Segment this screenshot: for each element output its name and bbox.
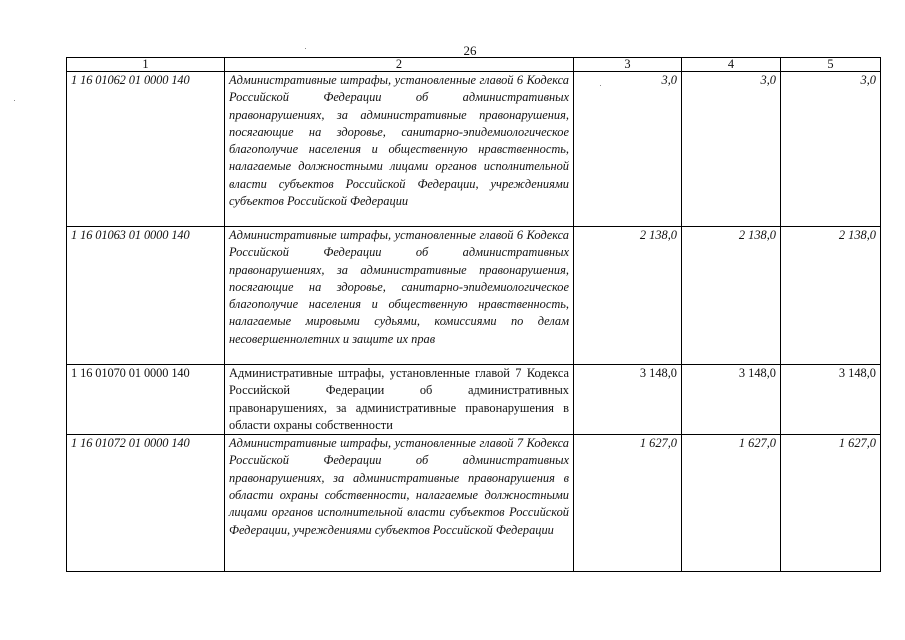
amount-col5-cell: 1 627,0 — [781, 435, 881, 572]
table-header — [67, 58, 881, 72]
amount-col4-cell: 3,0 — [682, 72, 781, 227]
column-header-3: 3 — [574, 58, 682, 72]
amount-col5-cell: 3,0 — [781, 72, 881, 227]
page-number: 26 — [463, 43, 477, 58]
description-cell: Административные штрафы, установленные главой 7 Кодекса Российской Федерации об административных правонарушениях, за административные правонарушения в области охраны собственности, налагаемые должностными лицами органов исполнительной власти субъектов Российской Федерации, учреждениями субъектов Российской Федерации — [225, 435, 574, 572]
amount-col4-cell: 1 627,0 — [682, 435, 781, 572]
description-cell: Административные штрафы, установленные главой 7 Кодекса Российской Федерации об административных правонарушениях, за административные правонарушения в области охраны собственности — [225, 365, 574, 435]
amount-col4-cell: 3 148,0 — [682, 365, 781, 435]
scan-speck — [305, 48, 306, 49]
table-row — [67, 72, 881, 227]
scan-speck — [600, 85, 601, 86]
column-header-4: 4 — [682, 58, 781, 72]
description-cell: Административные штрафы, установленные главой 6 Кодекса Российской Федерации об административных правонарушениях, за административные правонарушения, посягающие на здоровье, санитарно-эпидемиологическое благополучие населения и общественную нравственность, налагаемые мировыми судьями, комиссиями по делам несовершеннолетних и защите их прав — [225, 227, 574, 365]
amount-col3-cell: 1 627,0 — [574, 435, 682, 572]
amount-col4-cell: 2 138,0 — [682, 227, 781, 365]
budget-code-cell: 1 16 01062 01 0000 140 — [67, 72, 225, 227]
budget-code-cell: 1 16 01070 01 0000 140 — [67, 365, 225, 435]
amount-col3-cell: 2 138,0 — [574, 227, 682, 365]
amount-col3-cell: 3,0 — [574, 72, 682, 227]
table-row — [67, 435, 881, 572]
table-row — [67, 227, 881, 365]
budget-table — [66, 57, 881, 572]
amount-col3-cell: 3 148,0 — [574, 365, 682, 435]
column-header-1: 1 — [67, 58, 225, 72]
budget-code-cell: 1 16 01063 01 0000 140 — [67, 227, 225, 365]
table-row — [67, 365, 881, 435]
budget-code-cell: 1 16 01072 01 0000 140 — [67, 435, 225, 572]
description-cell: Административные штрафы, установленные главой 6 Кодекса Российской Федерации об административных правонарушениях, за административные правонарушения, посягающие на здоровье, санитарно-эпидемиологическое благополучие населения и общественную нравственность, налагаемые должностными лицами органов исполнительной власти субъектов Российской Федерации, учреждениями субъектов Российской Федерации — [225, 72, 574, 227]
column-header-5: 5 — [781, 58, 881, 72]
column-header-2: 2 — [225, 58, 574, 72]
amount-col5-cell: 2 138,0 — [781, 227, 881, 365]
scan-speck — [14, 100, 15, 101]
amount-col5-cell: 3 148,0 — [781, 365, 881, 435]
